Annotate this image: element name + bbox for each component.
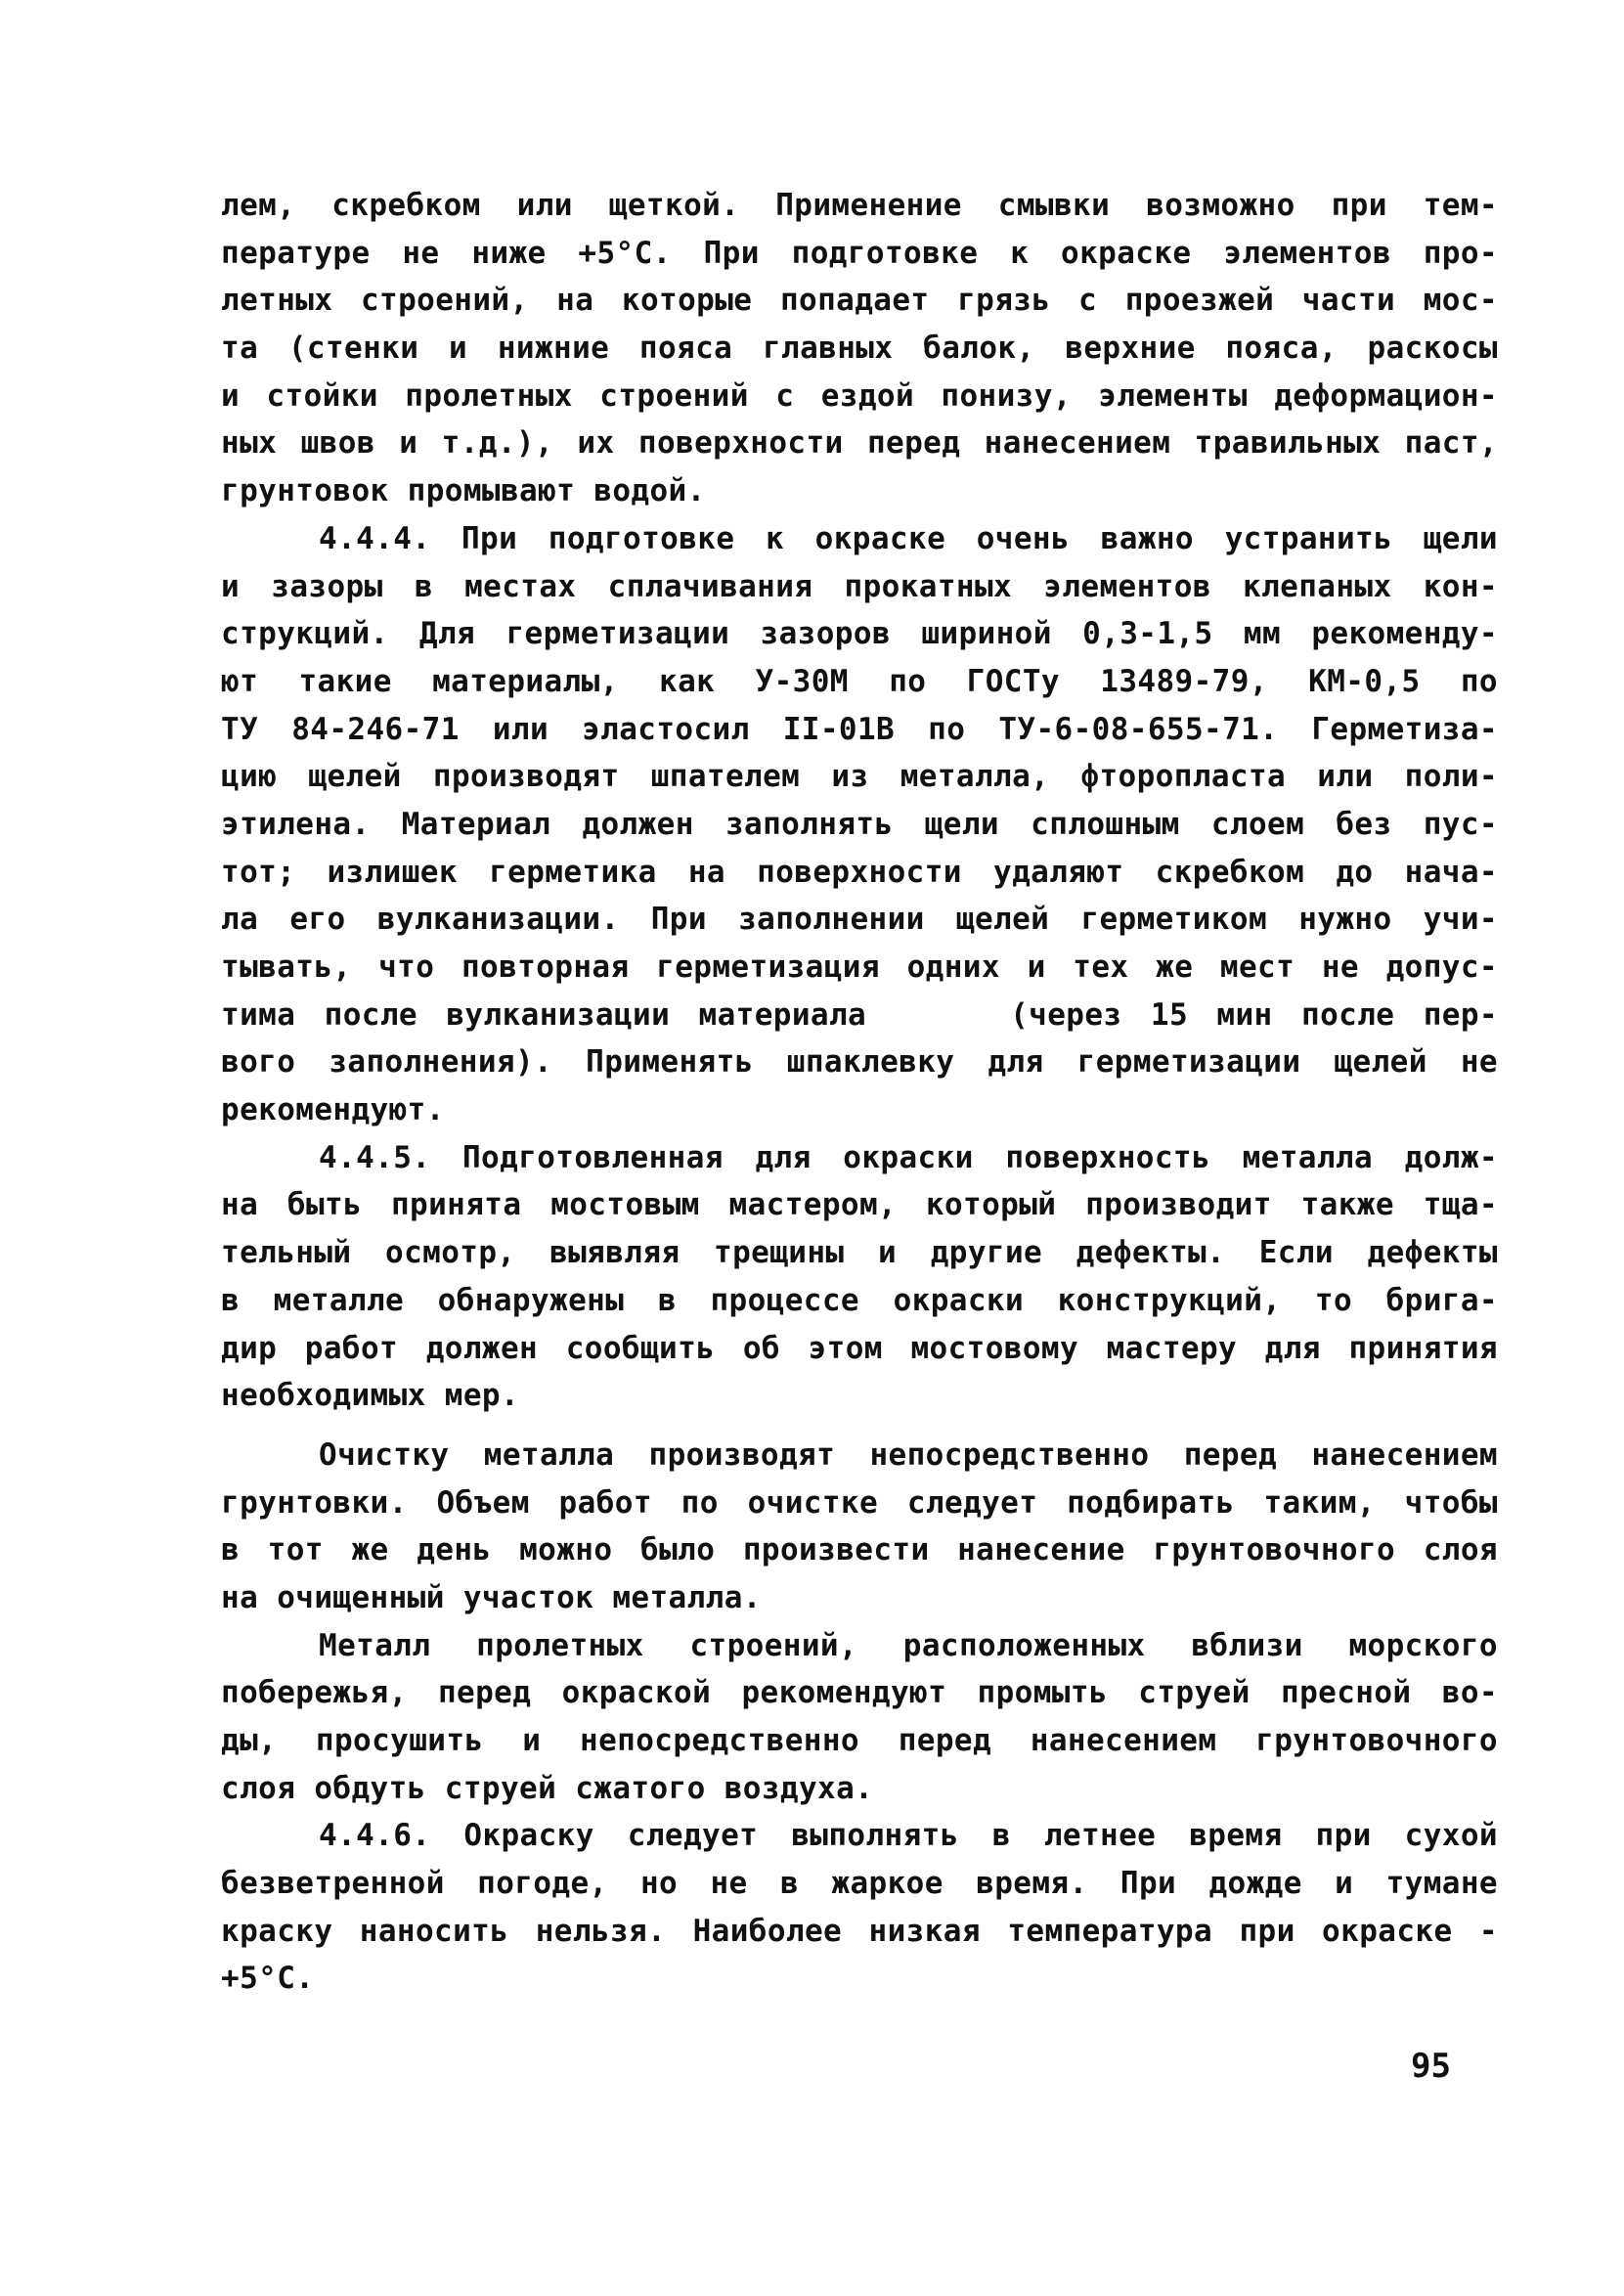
text-line: на быть принята мостовым мастером, который производит также тща-: [221, 1187, 1498, 1223]
text-line: ды, просушить и непосредственно перед нанесением грунтовочного: [221, 1723, 1498, 1758]
text-line: Металл пролетных строений, расположенных вблизи морского: [319, 1627, 1498, 1663]
text-line: и стойки пролетных строений с ездой понизу, элементы деформацион-: [221, 377, 1498, 414]
text-line: рекомендуют.: [221, 1092, 445, 1128]
text-line: тима после вулканизации материала (через 15 мин после пер-: [221, 996, 1498, 1033]
text-line: в тот же день можно было произвести нанесение грунтовочного слоя: [221, 1532, 1498, 1568]
text-line: ТУ 84-246-71 или эластосил II-01В по ТУ-6-08-655-71. Герметиза-: [221, 711, 1498, 747]
text-line: ных швов и т.д.), их поверхности перед нанесением травильных паст,: [221, 425, 1498, 462]
text-line: ла его вулканизации. При заполнении щелей герметиком нужно учи-: [221, 902, 1498, 938]
text-line: 4.4.4. При подготовке к окраске очень важно устранить щели: [319, 520, 1498, 556]
text-line: грунтовок промывают водой.: [221, 473, 706, 509]
text-line: 4.4.6. Окраску следует выполнять в летнее время при сухой: [319, 1818, 1498, 1854]
text-line: +5°С.: [221, 1961, 315, 1997]
text-line: струкций. Для герметизации зазоров шириной 0,3-1,5 мм рекоменду-: [221, 616, 1498, 652]
text-line: летных строений, на которые попадает грязь с проезжей части мос-: [221, 283, 1498, 319]
text-line: цию щелей производят шпателем из металла, фторопласта или поли-: [221, 759, 1498, 795]
text-line: на очищенный участок металла.: [221, 1579, 762, 1615]
text-line: Очистку металла производят непосредственно перед нанесением: [319, 1436, 1498, 1473]
text-line: та (стенки и нижние пояса главных балок, верхние пояса, раскосы: [221, 331, 1498, 367]
text-line: пературе не ниже +5°С. При подготовке к окраске элементов про-: [221, 235, 1498, 271]
text-line: этилена. Материал должен заполнять щели сплошным слоем без пус-: [221, 806, 1498, 842]
text-line: ют такие материалы, как У-30М по ГОСТу 13489-79, КМ-0,5 по: [221, 663, 1498, 699]
text-line: безветренной погоде, но не в жаркое время. При дожде и тумане: [221, 1866, 1498, 1902]
text-line: слоя обдуть струей сжатого воздуха.: [221, 1770, 874, 1806]
text-line: вого заполнения). Применять шпаклевку для герметизации щелей не: [221, 1044, 1498, 1081]
text-line: дир работ должен сообщить об этом мостовому мастеру для принятия: [221, 1330, 1498, 1366]
text-line: краску наносить нельзя. Наиболее низкая температура при окраске -: [221, 1913, 1498, 1949]
text-line: в металле обнаружены в процессе окраски конструкций, то брига-: [221, 1282, 1498, 1318]
text-line: грунтовки. Объем работ по очистке следует подбирать таким, чтобы: [221, 1484, 1498, 1521]
text-line: 4.4.5. Подготовленная для окраски поверхность металла долж-: [319, 1139, 1498, 1175]
text-line: и зазоры в местах сплачивания прокатных элементов клепаных кон-: [221, 568, 1498, 604]
page-number: 95: [1411, 2047, 1451, 2086]
text-line: тельный осмотр, выявляя трещины и другие дефекты. Если дефекты: [221, 1235, 1498, 1271]
document-body: [221, 182, 1498, 2003]
text-line: тот; излишек герметика на поверхности удаляют скребком до нача-: [221, 854, 1498, 890]
text-line: необходимых мер.: [221, 1378, 520, 1414]
text-line: тывать, что повторная герметизация одних и тех же мест не допус-: [221, 949, 1498, 985]
text-line: лем, скребком или щеткой. Применение смывки возможно при тем-: [221, 188, 1498, 223]
text-line: побережья, перед окраской рекомендуют промыть струей пресной во-: [221, 1675, 1498, 1711]
